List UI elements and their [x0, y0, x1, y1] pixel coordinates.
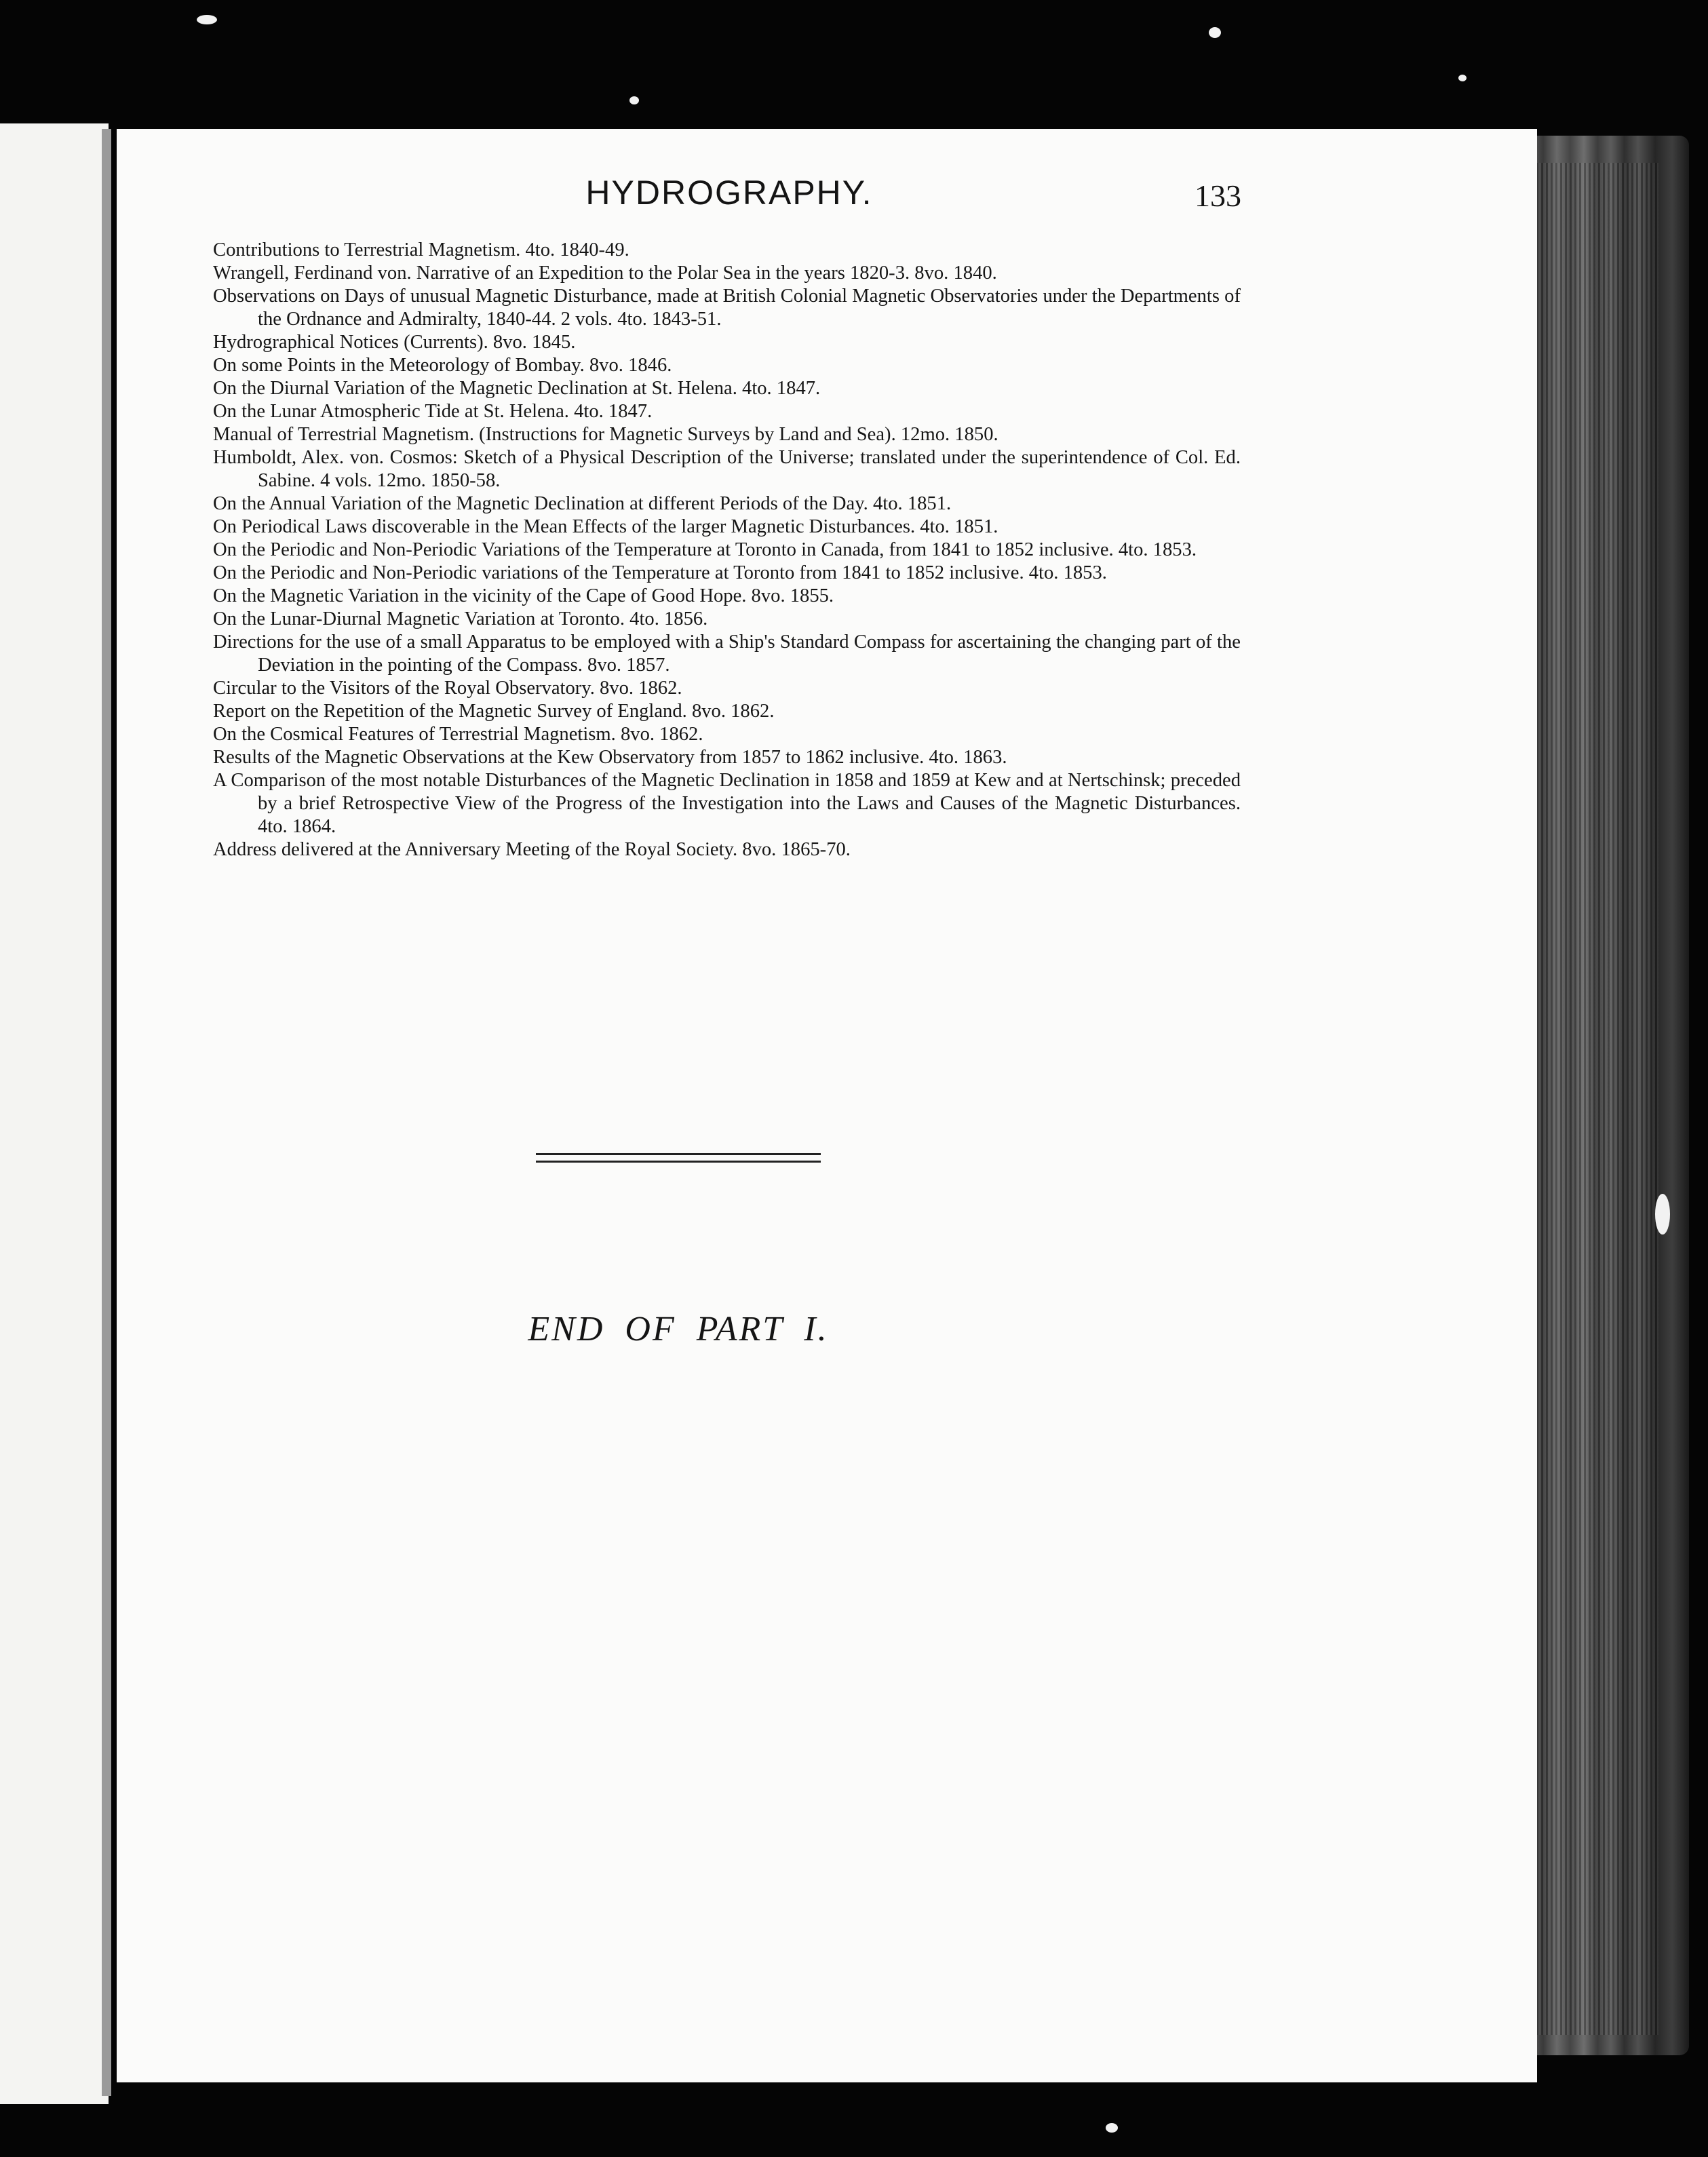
bibliography-entry: On Periodical Laws discoverable in the Mean Effects of the larger Magnetic Disturbances. 4to. 1851.	[213, 516, 998, 537]
dust-speck	[1655, 1194, 1670, 1235]
bibliography-entry: Contributions to Terrestrial Magnetism. 4to. 1840-49.	[213, 239, 629, 260]
bibliography-entry: On the Diurnal Variation of the Magnetic Declination at St. Helena. 4to. 1847.	[213, 378, 821, 399]
bibliography-list	[213, 239, 1241, 861]
double-rule-divider	[536, 1153, 821, 1163]
bibliography-entry: Hydrographical Notices (Currents). 8vo. 1845.	[213, 332, 576, 353]
dust-speck	[1458, 75, 1467, 81]
facing-page-gutter	[102, 129, 111, 2096]
bibliography-entry: Wrangell, Ferdinand von. Narrative of an Expedition to the Polar Sea in the years 1820-3. 8vo. 1840.	[213, 263, 997, 284]
bibliography-entry: Directions for the use of a small Apparatus to be employed with a Ship's Standard Compass for ascertaining the changing part of the Deviation in the pointing of the Compass. 8vo. 1857.	[213, 631, 1241, 676]
bibliography-entry: Circular to the Visitors of the Royal Observatory. 8vo. 1862.	[213, 678, 682, 699]
running-head-title: HYDROGRAPHY.	[585, 174, 873, 212]
book-page-edges-texture	[1536, 163, 1658, 2035]
bibliography-entry: On some Points in the Meteorology of Bombay. 8vo. 1846.	[213, 355, 672, 376]
bibliography-entry: Address delivered at the Anniversary Meeting of the Royal Society. 8vo. 1865-70.	[213, 839, 851, 860]
facing-page	[0, 123, 109, 2104]
bibliography-entry: Report on the Repetition of the Magnetic Survey of England. 8vo. 1862.	[213, 701, 775, 722]
bibliography-entry: On the Periodic and Non-Periodic Variations of the Temperature at Toronto in Canada, from 1841 to 1852 inclusive. 4to. 1853.	[213, 539, 1197, 560]
bibliography-entry: Results of the Magnetic Observations at the Kew Observatory from 1857 to 1862 inclusive. 4to. 1863.	[213, 747, 1007, 768]
bibliography-entry: On the Magnetic Variation in the vicinity of the Cape of Good Hope. 8vo. 1855.	[213, 585, 834, 606]
dust-speck	[1209, 27, 1221, 38]
page-number: 133	[1195, 178, 1241, 213]
end-of-part-text: END OF PART I.	[528, 1310, 829, 1348]
dust-speck	[629, 96, 639, 104]
bibliography-entry: On the Periodic and Non-Periodic variations of the Temperature at Toronto from 1841 to 1852 inclusive. 4to. 1853.	[213, 562, 1107, 583]
dust-speck	[1106, 2123, 1118, 2133]
bibliography-entry: A Comparison of the most notable Disturbances of the Magnetic Declination in 1858 and 1859 at Kew and at Nertschinsk; preceded by a brief Retrospective View of the Progress of the Investigation into the Laws and Causes of the Magnetic Disturbances. 4to. 1864.	[213, 770, 1241, 837]
bibliography-entry: On the Lunar-Diurnal Magnetic Variation at Toronto. 4to. 1856.	[213, 608, 708, 629]
bibliography-entry: Humboldt, Alex. von. Cosmos: Sketch of a Physical Description of the Universe; translated under the superintendence of Col. Ed. Sabine. 4 vols. 12mo. 1850-58.	[213, 447, 1241, 491]
bibliography-entry: On the Cosmical Features of Terrestrial Magnetism. 8vo. 1862.	[213, 724, 703, 745]
bibliography-entry: Observations on Days of unusual Magnetic Disturbance, made at British Colonial Magnetic Observatories under the Departments of the Ordnance and Admiralty, 1840-44. 2 vols. 4to. 1843-51.	[213, 286, 1241, 330]
bibliography-entry: Manual of Terrestrial Magnetism. (Instructions for Magnetic Surveys by Land and Sea). 12mo. 1850.	[213, 424, 998, 445]
bibliography-entry: On the Lunar Atmospheric Tide at St. Helena. 4to. 1847.	[213, 401, 653, 422]
dust-speck	[197, 15, 217, 24]
bibliography-entry: On the Annual Variation of the Magnetic Declination at different Periods of the Day. 4to. 1851.	[213, 493, 952, 514]
